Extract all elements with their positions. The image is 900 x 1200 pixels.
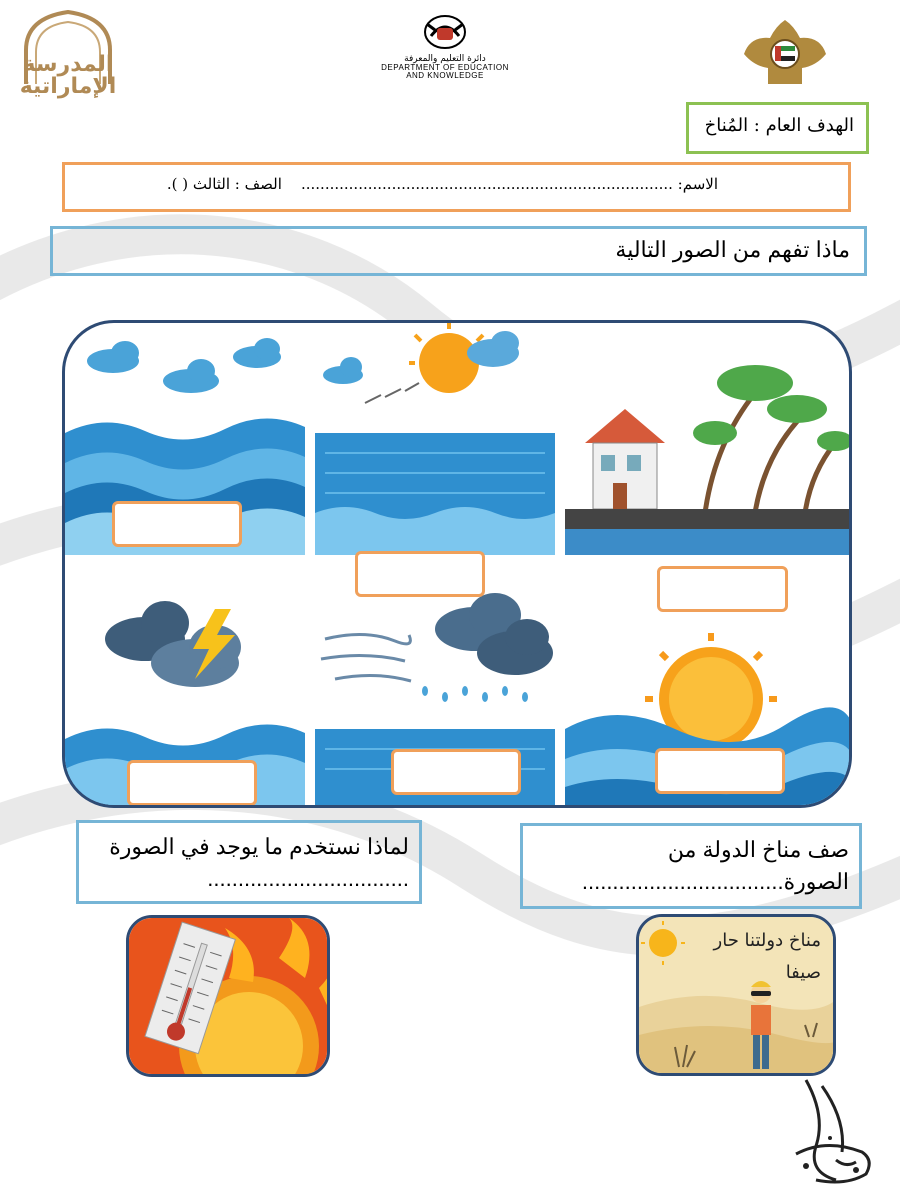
school-logo (18, 10, 118, 99)
uae-emblem-icon (740, 14, 830, 86)
answer-box-thunder[interactable] (127, 760, 257, 806)
answer-box-hot[interactable] (655, 748, 785, 794)
adek-logo (360, 14, 530, 82)
adek-emblem-icon (415, 14, 475, 50)
school-logo-text: المدرسة الإماراتية (19, 52, 117, 99)
student-info-box (62, 162, 851, 212)
desert-caption-line1: مناخ دولتنا حار (713, 930, 821, 951)
thermometer-heat-image (126, 915, 330, 1077)
calligraphy-ornament (786, 1076, 878, 1190)
adek-english-name-2: AND KNOWLEDGE (406, 71, 484, 80)
windstorm-house-image (565, 323, 850, 555)
goal-text: الهدف العام : المُناخ (704, 115, 854, 136)
describe-question-box (520, 823, 862, 909)
question-text: ماذا تفهم من الصور التالية (615, 237, 850, 262)
adek-english-name-1: DEPARTMENT OF EDUCATION (381, 63, 509, 72)
name-field[interactable]: الاسم: .............................................................................. (300, 175, 718, 193)
answer-box-sun[interactable] (355, 551, 485, 597)
answer-box-rain[interactable] (391, 749, 521, 795)
answer-box-clouds[interactable] (112, 501, 242, 547)
why-question-text[interactable]: لماذا نستخدم ما يوجد في الصورة ................................. (109, 834, 409, 891)
why-question-box (76, 820, 422, 904)
question-box (50, 226, 867, 276)
goal-box (686, 102, 869, 154)
desert-climate-image (636, 914, 836, 1076)
weather-images-panel (62, 320, 852, 808)
describe-question-text[interactable]: صف مناخ الدولة من الصورة................................. (581, 837, 849, 894)
answer-box-storm[interactable] (657, 566, 788, 612)
grade-field: الصف : الثالث ( ). (166, 175, 282, 193)
adek-arabic-name: دائرة التعليم والمعرفة (404, 54, 486, 64)
desert-caption-line2: صيفا (785, 962, 821, 983)
desert-caption (714, 925, 821, 989)
sun-calm-sea-image (315, 323, 555, 555)
